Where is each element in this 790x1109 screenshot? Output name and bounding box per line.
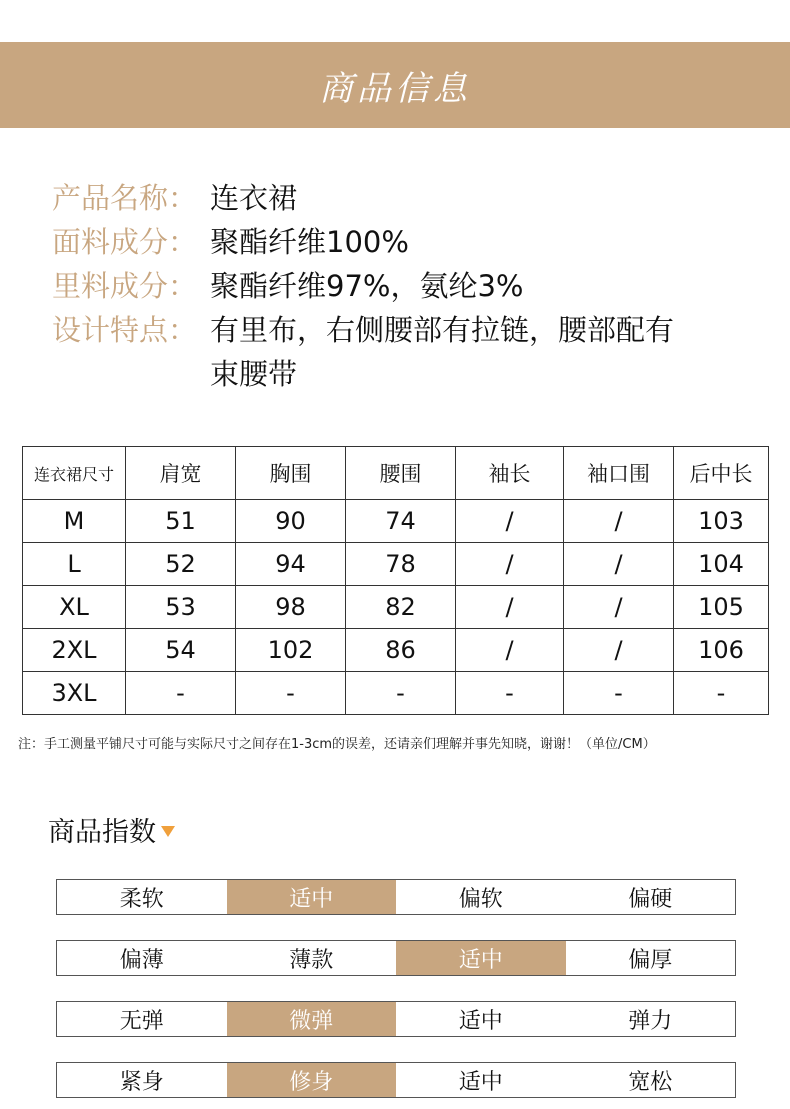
table-cell: -	[674, 672, 769, 715]
scale-option: 偏软	[458, 886, 503, 912]
info-value: 连衣裙	[210, 181, 298, 215]
column-header: 袖长	[456, 447, 564, 500]
table-cell: /	[564, 586, 674, 629]
column-header: 腰围	[346, 447, 456, 500]
triangle-down-icon	[161, 826, 175, 837]
table-cell: 3XL	[23, 672, 126, 715]
table-cell: 106	[674, 629, 769, 672]
info-value: 聚酯纤维100%	[210, 225, 409, 259]
table-cell: -	[236, 672, 346, 715]
column-header: 胸围	[236, 447, 346, 500]
table-cell: 94	[236, 543, 346, 586]
header-banner	[0, 42, 790, 128]
column-header: 连衣裙尺寸	[23, 447, 126, 500]
info-label: 里料成分：	[52, 269, 198, 303]
table-cell: 105	[674, 586, 769, 629]
product-info	[52, 176, 752, 396]
table-cell: /	[456, 500, 564, 543]
table-cell: /	[456, 629, 564, 672]
scale-option: 适中	[458, 1008, 503, 1034]
table-cell: 52	[126, 543, 236, 586]
info-label: 面料成分：	[52, 225, 198, 259]
table-row	[23, 672, 769, 715]
table-cell: /	[564, 629, 674, 672]
table-row	[23, 543, 769, 586]
table-row	[23, 586, 769, 629]
table-header-row	[23, 447, 769, 500]
scale-option: 微弹	[227, 1002, 397, 1036]
info-row-design	[52, 308, 752, 396]
scale-option: 适中	[227, 880, 397, 914]
table-cell: 86	[346, 629, 456, 672]
table-cell: 54	[126, 629, 236, 672]
table-cell: 2XL	[23, 629, 126, 672]
table-row	[23, 500, 769, 543]
table-cell: /	[564, 543, 674, 586]
table-cell: 51	[126, 500, 236, 543]
table-cell: XL	[23, 586, 126, 629]
info-row-fabric	[52, 220, 752, 264]
table-cell: 53	[126, 586, 236, 629]
column-header: 后中长	[674, 447, 769, 500]
table-cell: 102	[236, 629, 346, 672]
scale-option: 偏硬	[628, 886, 673, 912]
scale-option: 偏薄	[119, 947, 164, 973]
table-cell: 82	[346, 586, 456, 629]
fit-scale	[56, 1062, 736, 1098]
table-cell: 104	[674, 543, 769, 586]
measurement-note: 注：手工测量平铺尺寸可能与实际尺寸之间存在1-3cm的误差，还请亲们理解并事先知晓，谢谢！（单位/CM）	[18, 737, 656, 752]
index-heading	[48, 810, 175, 849]
table-cell: 74	[346, 500, 456, 543]
scale-option: 无弹	[119, 1008, 164, 1034]
scale-option: 薄款	[289, 947, 334, 973]
table-cell: /	[456, 543, 564, 586]
elasticity-scale	[56, 1001, 736, 1037]
index-title: 商品指数	[48, 817, 156, 848]
column-header: 袖口围	[564, 447, 674, 500]
page-title: 商品信息	[319, 68, 471, 109]
table-cell: -	[456, 672, 564, 715]
scale-option: 修身	[227, 1063, 397, 1097]
scale-option: 适中	[396, 941, 566, 975]
table-cell: 78	[346, 543, 456, 586]
info-row-lining	[52, 264, 752, 308]
info-value: 有里布，右侧腰部有拉链，腰部配有束腰带	[210, 313, 675, 391]
table-cell: -	[564, 672, 674, 715]
table-row	[23, 629, 769, 672]
table-cell: L	[23, 543, 126, 586]
table-cell: 103	[674, 500, 769, 543]
table-cell: /	[564, 500, 674, 543]
scale-option: 适中	[458, 1069, 503, 1095]
scale-option: 弹力	[628, 1008, 673, 1034]
info-value: 聚酯纤维97%，氨纶3%	[210, 269, 524, 303]
scale-option: 柔软	[119, 886, 164, 912]
thickness-scale	[56, 940, 736, 976]
scale-option: 紧身	[119, 1069, 164, 1095]
info-label: 产品名称：	[52, 181, 198, 215]
table-cell: 98	[236, 586, 346, 629]
size-table	[22, 446, 769, 715]
table-cell: 90	[236, 500, 346, 543]
table-cell: -	[126, 672, 236, 715]
table-cell: M	[23, 500, 126, 543]
table-cell: -	[346, 672, 456, 715]
table-cell: /	[456, 586, 564, 629]
column-header: 肩宽	[126, 447, 236, 500]
scale-option: 宽松	[628, 1069, 673, 1095]
info-label: 设计特点：	[52, 313, 198, 347]
info-row-name	[52, 176, 752, 220]
softness-scale	[56, 879, 736, 915]
scale-option: 偏厚	[628, 947, 673, 973]
